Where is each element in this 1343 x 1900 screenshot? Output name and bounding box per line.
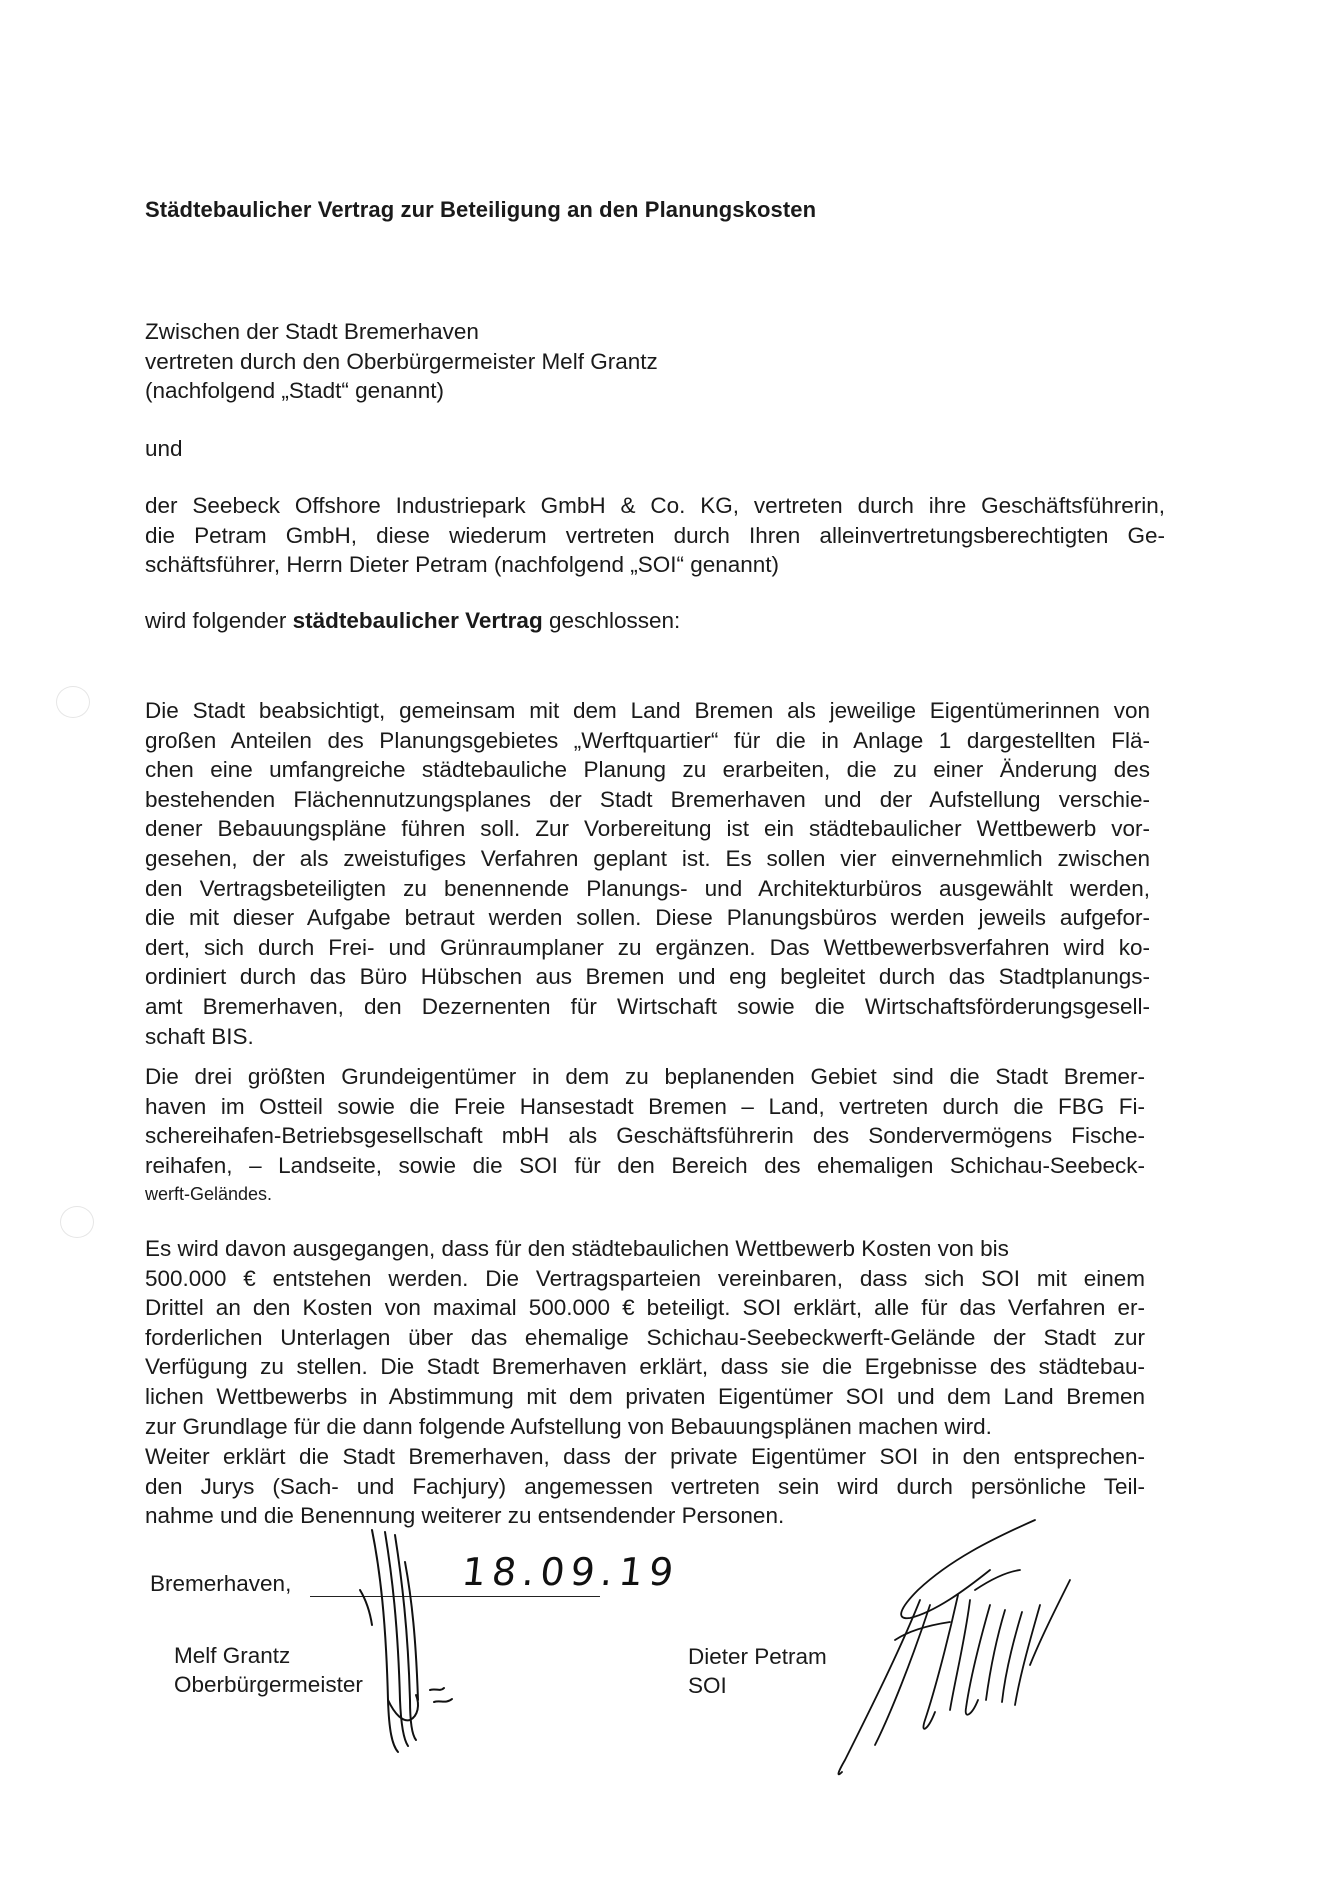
soi-signature (838, 1520, 1070, 1774)
paragraph-line: Die drei größten Grundeigentümer in dem zu beplanenden Gebiet sind die Stadt Bremer- (145, 1064, 1145, 1089)
paragraph-line: gesehen, der als zweistufiges Verfahren geplant ist. Es sollen vier einvernehmlich zwischen (145, 845, 1150, 871)
paragraph-line: ordiniert durch das Büro Hübschen aus Bremen und eng begleitet durch das Stadtplanungs- (145, 964, 1150, 990)
city-signer-name: Melf Grantz (174, 1643, 291, 1668)
signature-date: 18.09.19 (459, 1550, 682, 1594)
intro-after: geschlossen: (542, 608, 681, 633)
paragraph-line: lichen Wettbewerbs in Abstimmung mit dem privaten Eigentümer SOI und dem Land Bremen (145, 1383, 1145, 1409)
signature-place: Bremerhaven, (150, 1571, 292, 1596)
paragraph-line: Weiter erklärt die Stadt Bremerhaven, dass der private Eigentümer SOI in den entsprechen- (145, 1444, 1145, 1469)
party-soi-line: die Petram GmbH, diese wiederum vertreten durch Ihren alleinvertretungsberechtigten Ge- (145, 522, 1165, 548)
paragraph-line: forderlichen Unterlagen über das ehemalige Schichau-Seebeckwerft-Gelände der Stadt zur (145, 1324, 1145, 1350)
paragraph-line: zur Grundlage für die dann folgende Aufstellung von Bebauungsplänen machen wird. (145, 1413, 992, 1439)
paragraph-line: den Jurys (Sach- und Fachjury) angemessen vertreten sein wird durch persönliche Teil- (145, 1473, 1145, 1499)
paragraph-line: den Vertragsbeteiligten zu benennende Planungs- und Architekturbüros ausgewählt werden, (145, 875, 1150, 901)
paragraph-line: Die Stadt beabsichtigt, gemeinsam mit dem Land Bremen als jeweilige Eigentümerinnen von (145, 698, 1150, 723)
soi-signer-role: SOI (688, 1673, 727, 1698)
und-text: und (145, 436, 183, 461)
document-title: Städtebaulicher Vertrag zur Beteiligung an den Planungskosten (145, 197, 817, 222)
paragraph-line: schaft BIS. (145, 1023, 254, 1049)
paragraph-line: dener Bebauungspläne führen soll. Zur Vorbereitung ist ein städtebaulicher Wettbewerb vor- (145, 816, 1150, 842)
party-city-line: Zwischen der Stadt Bremerhaven (145, 319, 479, 344)
paragraph-line: chen eine umfangreiche städtebauliche Planung zu erarbeiten, die zu einer Änderung des (145, 757, 1150, 783)
party-soi-line: der Seebeck Offshore Industriepark GmbH & Co. KG, vertreten durch ihre Geschäftsführerin, (145, 493, 1165, 518)
city-signer-role: Oberbürgermeister (174, 1672, 363, 1697)
party-soi-line: schäftsführer, Herrn Dieter Petram (nachfolgend „SOI“ genannt) (145, 552, 780, 578)
paragraph-line: haven im Ostteil sowie die Freie Hansestadt Bremen – Land, vertreten durch die FBG Fi- (145, 1093, 1145, 1119)
intro-bold: städtebaulicher Vertrag (292, 608, 543, 633)
paragraph-line: dert, sich durch Frei- und Grünraumplaner zu ergänzen. Das Wettbewerbsverfahren wird ko- (145, 934, 1150, 960)
paragraph-line: werft-Geländes. (145, 1184, 273, 1205)
paragraph-line: Verfügung zu stellen. Die Stadt Bremerhaven erklärt, dass sie die Ergebnisse des städtebau- (145, 1354, 1145, 1380)
city-signature (360, 1530, 452, 1752)
party-city-line: vertreten durch den Oberbürgermeister Melf Grantz (145, 348, 658, 374)
paragraph-line: die mit dieser Aufgabe betraut werden sollen. Diese Planungsbüros werden jeweils aufgefor- (145, 905, 1150, 931)
paragraph-line: reihafen, – Landseite, sowie die SOI für den Bereich des ehemaligen Schichau-Seebeck- (145, 1152, 1145, 1178)
paragraph-line: Es wird davon ausgegangen, dass für den städtebaulichen Wettbewerb Kosten von bis (145, 1236, 1009, 1261)
paragraph-line: nahme und die Benennung weiterer zu entsendender Personen. (145, 1503, 785, 1529)
soi-signer-name: Dieter Petram (688, 1644, 827, 1669)
party-city-line: (nachfolgend „Stadt“ genannt) (145, 378, 444, 404)
paragraph-line: schereihafen-Betriebsgesellschaft mbH als Geschäftsführerin des Sondervermögens Fische- (145, 1123, 1145, 1149)
paragraph-line: 500.000 € entstehen werden. Die Vertragsparteien vereinbaren, dass sich SOI mit einem (145, 1265, 1145, 1291)
paragraph-line: amt Bremerhaven, den Dezernenten für Wirtschaft sowie die Wirtschaftsförderungsgesell- (145, 993, 1150, 1019)
paragraph-line: Drittel an den Kosten von maximal 500.000 € beteiligt. SOI erklärt, alle für das Verfahren er- (145, 1295, 1145, 1321)
paragraph-line: großen Anteilen des Planungsgebietes „Werftquartier“ für die in Anlage 1 dargestellten Flä- (145, 727, 1150, 753)
intro-before: wird folgender (145, 608, 293, 633)
paragraph-line: bestehenden Flächennutzungsplanes der Stadt Bremerhaven und der Aufstellung verschie- (145, 786, 1150, 812)
